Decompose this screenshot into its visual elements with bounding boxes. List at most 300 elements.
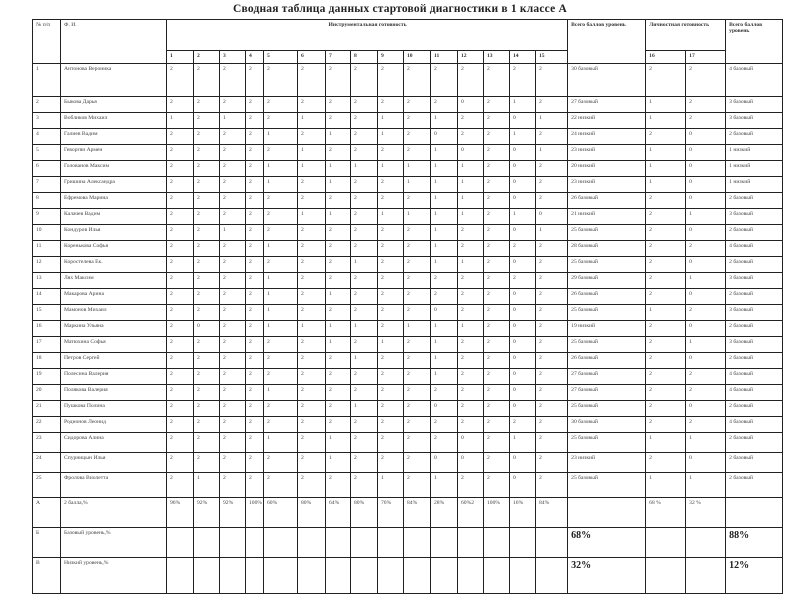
row-number: А [33, 498, 61, 528]
score-cell: 2 [378, 64, 404, 97]
score-cell: 2 [298, 177, 326, 193]
personal-score-cell [646, 528, 686, 558]
score-cell: 2 [246, 433, 264, 453]
score-cell: 2 [536, 289, 568, 305]
row-number: 3 [33, 113, 61, 129]
score-cell: 2 [246, 241, 264, 257]
personal-score-cell: 1 [646, 305, 686, 321]
score-cell: 1 [378, 129, 404, 145]
score-cell [246, 558, 264, 594]
score-cell: 2 [510, 417, 536, 433]
row-number: 10 [33, 225, 61, 241]
score-cell: 2 [246, 273, 264, 289]
row-number: 2 [33, 97, 61, 113]
score-cell: 2 [246, 113, 264, 129]
student-row [33, 113, 783, 129]
score-cell: 2 [351, 145, 378, 161]
score-cell: 1 [326, 337, 351, 353]
score-cell: 2 [351, 453, 378, 473]
score-cell: 1 [431, 161, 458, 177]
score-cell [404, 528, 431, 558]
personal-score-cell: 2 [686, 241, 726, 257]
score-cell: 2 [264, 337, 298, 353]
score-cell: 2 [167, 321, 194, 337]
score-cell: 2 [404, 337, 431, 353]
total-instrumental: 30 базовый [568, 64, 646, 97]
personal-score-cell: 2 [646, 289, 686, 305]
task-number: 15 [536, 51, 568, 64]
score-cell: 2 [536, 369, 568, 385]
personal-score-cell: 0 [686, 321, 726, 337]
score-cell: 1 [378, 209, 404, 225]
score-cell: 2 [378, 273, 404, 289]
personal-score-cell: 68 % [646, 498, 686, 528]
score-cell: 2 [378, 433, 404, 453]
score-cell: 2 [484, 401, 510, 417]
score-cell: 1 [298, 321, 326, 337]
score-cell: 2 [220, 289, 246, 305]
score-cell: 1 [194, 473, 220, 498]
score-cell: 2 [167, 193, 194, 209]
score-cell: 1 [167, 113, 194, 129]
score-cell: 2 [378, 193, 404, 209]
student-row [33, 225, 783, 241]
summary-row [33, 558, 783, 594]
personal-score-cell: 0 [686, 193, 726, 209]
score-cell: 2 [246, 193, 264, 209]
score-cell: 2 [378, 321, 404, 337]
student-name: Полесина Валерия [61, 369, 167, 385]
header-total-personal: Всего баллов уровень [726, 20, 783, 64]
row-number: 23 [33, 433, 61, 453]
score-cell [264, 558, 298, 594]
score-cell: 1 [458, 257, 484, 273]
score-cell: 2 [264, 473, 298, 498]
score-cell: 2 [351, 97, 378, 113]
student-row [33, 473, 783, 498]
score-cell: 2 [351, 273, 378, 289]
score-cell: 1 [431, 353, 458, 369]
personal-score-cell: 2 [646, 401, 686, 417]
score-cell [536, 558, 568, 594]
score-cell: 1 [298, 145, 326, 161]
score-cell: 2 [458, 305, 484, 321]
score-cell: 2 [326, 385, 351, 401]
score-cell: 0 [510, 473, 536, 498]
score-cell: 2 [220, 305, 246, 321]
score-cell: 2 [298, 257, 326, 273]
score-cell: 1 [431, 473, 458, 498]
personal-score-cell: 32 % [686, 498, 726, 528]
row-number: В [33, 558, 61, 594]
total-personal: 4 базовый [726, 64, 783, 97]
score-cell: 2 [351, 113, 378, 129]
score-cell: 0 [536, 209, 568, 225]
score-cell: 2 [220, 193, 246, 209]
task-number: 5 [264, 51, 298, 64]
score-cell: 2 [264, 97, 298, 113]
score-cell: 1 [431, 337, 458, 353]
student-name: Петров Сергей [61, 353, 167, 369]
total-instrumental: 32% [568, 558, 646, 594]
task-number: 9 [378, 51, 404, 64]
score-cell: 2 [167, 97, 194, 113]
score-cell: 2 [246, 453, 264, 473]
score-cell: 2 [536, 385, 568, 401]
score-cell: 2 [194, 145, 220, 161]
score-cell: 1 [378, 161, 404, 177]
score-cell: 2 [536, 453, 568, 473]
score-cell: 1 [264, 289, 298, 305]
score-cell: 2 [167, 241, 194, 257]
score-cell: 2 [458, 64, 484, 97]
student-row [33, 453, 783, 473]
score-cell [484, 528, 510, 558]
row-number: 9 [33, 209, 61, 225]
score-cell [298, 558, 326, 594]
total-personal: 3 базовый [726, 97, 783, 113]
score-cell: 1 [536, 225, 568, 241]
header-row [33, 20, 783, 51]
student-row [33, 337, 783, 353]
personal-score-cell: 1 [686, 273, 726, 289]
total-instrumental: 23 низкий [568, 145, 646, 161]
score-cell: 2 [458, 241, 484, 257]
score-cell: 2 [536, 321, 568, 337]
score-cell: 2 [246, 129, 264, 145]
score-cell [536, 528, 568, 558]
score-cell: 2 [536, 193, 568, 209]
score-cell: 2 [246, 385, 264, 401]
score-cell: 2 [326, 257, 351, 273]
student-row [33, 385, 783, 401]
score-cell [510, 558, 536, 594]
score-cell: 2 [458, 129, 484, 145]
task-number: 8 [351, 51, 378, 64]
score-cell: 2 [351, 417, 378, 433]
total-instrumental: 23 низкий [568, 177, 646, 193]
score-cell: 2 [404, 401, 431, 417]
score-cell: 1 [326, 177, 351, 193]
score-cell: 2 [458, 273, 484, 289]
personal-score-cell: 2 [646, 453, 686, 473]
row-number: 16 [33, 321, 61, 337]
total-instrumental: 25 базовый [568, 225, 646, 241]
score-cell: 1 [326, 433, 351, 453]
score-cell: 2 [484, 177, 510, 193]
score-cell: 1 [298, 209, 326, 225]
score-cell: 2 [298, 193, 326, 209]
score-cell: 1 [431, 177, 458, 193]
student-row [33, 241, 783, 257]
score-cell: 2 [326, 353, 351, 369]
total-personal: 4 базовый [726, 241, 783, 257]
score-cell: 2 [458, 385, 484, 401]
total-instrumental: 28 базовый [568, 241, 646, 257]
score-cell: 2 [326, 193, 351, 209]
score-cell [484, 558, 510, 594]
score-cell: 1 [264, 129, 298, 145]
score-cell: 2 [536, 473, 568, 498]
score-cell: 1 [458, 209, 484, 225]
score-cell: 2 [220, 97, 246, 113]
score-cell: 2 [298, 241, 326, 257]
total-instrumental: 25 базовый [568, 433, 646, 453]
student-row [33, 369, 783, 385]
score-cell: 0 [510, 193, 536, 209]
total-instrumental: 30 базовый [568, 417, 646, 433]
task-number: 4 [246, 51, 264, 64]
total-instrumental: 26 базовый [568, 353, 646, 369]
score-cell: 2 [194, 241, 220, 257]
score-cell: 0 [431, 305, 458, 321]
score-cell: 2 [378, 385, 404, 401]
score-cell: 1 [510, 129, 536, 145]
score-cell: 2 [167, 257, 194, 273]
score-cell: 0 [431, 401, 458, 417]
score-cell: 2 [298, 417, 326, 433]
score-cell: 2 [167, 369, 194, 385]
score-cell: 2 [484, 369, 510, 385]
score-cell: 2 [298, 473, 326, 498]
score-cell: 2 [404, 193, 431, 209]
score-cell: 2 [194, 161, 220, 177]
personal-score-cell: 1 [646, 161, 686, 177]
score-cell: 1 [458, 321, 484, 337]
score-cell: 2 [246, 321, 264, 337]
total-instrumental: 25 базовый [568, 257, 646, 273]
score-cell: 1 [378, 113, 404, 129]
score-cell: 2 [458, 225, 484, 241]
score-cell: 2 [220, 129, 246, 145]
score-cell: 2 [264, 401, 298, 417]
score-cell: 2 [167, 401, 194, 417]
score-cell: 2 [298, 385, 326, 401]
score-cell: 0 [431, 129, 458, 145]
score-cell: 2 [264, 225, 298, 241]
score-cell: 2 [298, 64, 326, 97]
score-cell: 2 [484, 241, 510, 257]
score-cell: 2 [220, 145, 246, 161]
total-instrumental: 29 базовый [568, 273, 646, 289]
score-cell: 2 [220, 385, 246, 401]
score-cell: 2 [484, 385, 510, 401]
score-cell: 84% [536, 498, 568, 528]
total-instrumental: 26 базовый [568, 289, 646, 305]
score-cell: 2 [510, 241, 536, 257]
score-cell: 2 [404, 145, 431, 161]
score-cell: 2 [326, 273, 351, 289]
personal-score-cell: 2 [686, 385, 726, 401]
score-cell [431, 558, 458, 594]
score-cell: 1 [351, 353, 378, 369]
personal-score-cell: 2 [646, 321, 686, 337]
score-cell: 2 [298, 433, 326, 453]
task-number: 12 [458, 51, 484, 64]
score-cell: 2 [220, 433, 246, 453]
score-cell: 2 [458, 369, 484, 385]
score-cell: 2 [536, 241, 568, 257]
score-cell: 2 [484, 353, 510, 369]
score-cell: 2 [220, 273, 246, 289]
student-row [33, 417, 783, 433]
score-cell: 1 [431, 113, 458, 129]
score-cell: 2 [298, 401, 326, 417]
total-instrumental: 25 базовый [568, 305, 646, 321]
total-personal: 2 базовый [726, 129, 783, 145]
score-cell: 76% [378, 498, 404, 528]
score-cell: 2 [194, 273, 220, 289]
score-cell [246, 528, 264, 558]
score-cell: 1 [458, 161, 484, 177]
student-name: Быкова Дарья [61, 97, 167, 113]
score-cell: 1 [431, 369, 458, 385]
score-cell: 2 [536, 257, 568, 273]
total-personal [726, 498, 783, 528]
score-cell: 2 [167, 64, 194, 97]
personal-score-cell: 0 [686, 353, 726, 369]
score-cell: 2 [404, 241, 431, 257]
personal-score-cell: 2 [646, 64, 686, 97]
score-cell: 2 [351, 64, 378, 97]
score-cell [298, 528, 326, 558]
score-cell: 80% [351, 498, 378, 528]
total-instrumental: 22 низкий [568, 113, 646, 129]
student-name: Голованов Максим [61, 161, 167, 177]
score-cell [351, 558, 378, 594]
score-cell: 2 [246, 305, 264, 321]
score-cell: 100% [484, 498, 510, 528]
score-cell: 2 [194, 401, 220, 417]
score-cell [431, 528, 458, 558]
score-cell: 0 [510, 161, 536, 177]
score-cell: 2 [194, 385, 220, 401]
score-cell: 2 [167, 289, 194, 305]
score-cell: 2 [167, 305, 194, 321]
personal-score-cell: 0 [686, 453, 726, 473]
score-cell: 2 [167, 353, 194, 369]
score-cell: 2 [404, 385, 431, 401]
score-cell: 2 [264, 64, 298, 97]
task-number: 2 [194, 51, 220, 64]
score-cell: 1 [220, 113, 246, 129]
score-cell: 2 [536, 177, 568, 193]
score-cell: 1 [431, 209, 458, 225]
personal-score-cell: 0 [686, 225, 726, 241]
score-cell: 2 [194, 369, 220, 385]
student-name: Сидорова Алина [61, 433, 167, 453]
total-instrumental: 25 базовый [568, 473, 646, 498]
score-cell: 2 [246, 337, 264, 353]
score-cell: 2 [484, 209, 510, 225]
score-cell [378, 558, 404, 594]
row-number: 13 [33, 273, 61, 289]
score-cell: 1 [264, 273, 298, 289]
score-cell: 2 [167, 417, 194, 433]
score-cell: 2 [536, 353, 568, 369]
total-personal: 2 базовый [726, 473, 783, 498]
row-number: 24 [33, 453, 61, 473]
score-cell: 2 [194, 64, 220, 97]
personal-score-cell: 2 [686, 417, 726, 433]
score-cell: 2 [351, 209, 378, 225]
score-cell: 2 [404, 453, 431, 473]
total-instrumental: 25 базовый [568, 401, 646, 417]
score-cell: 2 [220, 337, 246, 353]
score-cell: 0 [510, 113, 536, 129]
score-cell: 2 [264, 193, 298, 209]
score-cell: 2 [404, 369, 431, 385]
score-cell: 1 [351, 257, 378, 273]
student-name: Лях Максим [61, 273, 167, 289]
total-personal: 2 базовый [726, 289, 783, 305]
score-cell: 2 [220, 417, 246, 433]
score-cell: 2 [298, 453, 326, 473]
score-cell: 2 [404, 113, 431, 129]
total-personal: 88% [726, 528, 783, 558]
total-personal: 2 базовый [726, 433, 783, 453]
score-cell: 0 [510, 145, 536, 161]
score-cell: 1 [264, 385, 298, 401]
row-number: 14 [33, 289, 61, 305]
score-cell: 0 [510, 337, 536, 353]
score-cell: 2 [326, 401, 351, 417]
score-cell: 2 [378, 225, 404, 241]
score-cell: 2 [167, 453, 194, 473]
score-cell: 2 [326, 369, 351, 385]
score-cell [194, 558, 220, 594]
score-cell: 1 [298, 113, 326, 129]
score-cell: 2 [167, 473, 194, 498]
score-cell: 96% [167, 498, 194, 528]
score-cell [510, 528, 536, 558]
score-cell: 2 [326, 113, 351, 129]
score-cell: 1 [264, 305, 298, 321]
score-cell: 2 [351, 385, 378, 401]
score-cell: 1 [264, 241, 298, 257]
total-personal: 2 базовый [726, 453, 783, 473]
score-cell: 1 [264, 177, 298, 193]
total-personal: 1 низкий [726, 145, 783, 161]
score-cell: 2 [351, 129, 378, 145]
personal-score-cell: 2 [646, 241, 686, 257]
score-cell: 2 [378, 401, 404, 417]
personal-score-cell: 0 [686, 257, 726, 273]
score-cell: 2 [378, 353, 404, 369]
score-cell: 0 [458, 145, 484, 161]
student-row [33, 193, 783, 209]
total-personal: 4 базовый [726, 417, 783, 433]
score-cell: 92% [220, 498, 246, 528]
score-cell: 2 [378, 241, 404, 257]
score-cell: 2 [484, 129, 510, 145]
score-cell: 2 [194, 433, 220, 453]
score-cell: 2 [246, 161, 264, 177]
header-total-instrumental: Всего баллов уровень [568, 20, 646, 64]
score-cell: 2 [458, 417, 484, 433]
score-cell: 2 [326, 145, 351, 161]
score-cell: 2 [264, 417, 298, 433]
score-cell: 2 [264, 145, 298, 161]
student-row [33, 305, 783, 321]
score-cell: 2 [484, 473, 510, 498]
score-cell: 2 [298, 273, 326, 289]
score-cell: 2 [484, 64, 510, 97]
score-cell: 2 [378, 305, 404, 321]
score-cell: 2 [458, 353, 484, 369]
score-cell: 2 [194, 353, 220, 369]
score-cell: 2 [351, 305, 378, 321]
